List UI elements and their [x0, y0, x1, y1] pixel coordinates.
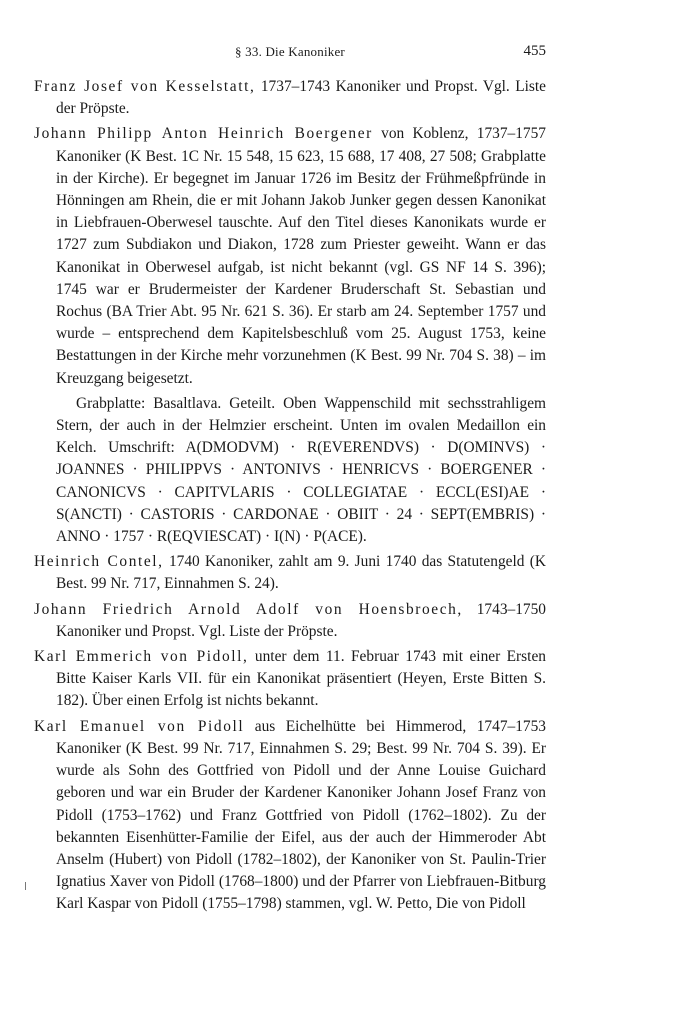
grabplatte-description: Grabplatte: Basaltlava. Geteilt. Oben Wappenschild mit sechsstrahligem Stern, der auch in der Helmzier erscheint. Unten im ovalen Medaillon ein Kelch. Umschrift: A(DMODVM) · R(EVERENDVS) · D(OMINVS) · JOANNES · PHILIPPVS · ANTONIVS · HENRICVS · BOERGENER · CANONICVS · CAPITVLARIS · COLLEGIATAE · ECCL(ESI)AE · S(ANCTI) · CASTORIS · CARDONAE · OBIIT · 24 · SEPT(EMBRIS) · ANNO · 1757 · R(EQVIESCAT) · I(N) · P(ACE).	[56, 394, 546, 546]
entry-name: Franz Josef von Kesselstatt,	[34, 78, 256, 95]
page-body	[34, 76, 546, 919]
entry-karl-emmerich-pidoll	[34, 646, 546, 713]
entry-hoensbroech	[34, 599, 546, 643]
entry-boergener	[34, 123, 546, 389]
margin-mark	[25, 882, 26, 890]
entry-contel	[34, 551, 546, 595]
page-number: 455	[523, 43, 546, 59]
entry-name: Johann Friedrich Arnold Adolf von Hoensbroech,	[34, 600, 463, 618]
page-header	[34, 44, 546, 64]
entry-kesselstatt	[34, 76, 546, 120]
running-head: § 33. Die Kanoniker	[235, 44, 345, 59]
entry-text: 1737–1743 Kanoniker und Propst. Vgl. Liste der Pröpste.	[56, 78, 546, 118]
entry-text: von Koblenz, 1737–1757 Kanoniker (K Best. 1C Nr. 15 548, 15 623, 15 688, 17 408, 27 508; Grabplatte in der Kirche). Er begegnet im Januar 1726 im Besitz der Frühmeßpfründe in Hönningen am Rhein, die er mit Johann Jakob Junker gegen dessen Kanonikat in Liebfrauen-Oberwesel tauschte. Auf den Titel dieses Kanonikats wurde er 1727 zum Subdiakon und Diakon, 1728 zum Priester geweiht. Wann er das Kanonikat in Oberwesel aufgab, ist nicht bekannt (vgl. GS NF 14 S. 396); 1745 war er Brudermeister der Kardener Bruderschaft St. Sebastian und Rochus (BA Trier Abt. 95 Nr. 621 S. 36). Er starb am 24. September 1757 und wurde – entsprechend dem Kapitelsbeschluß vom 25. August 1753, keine Bestattungen in der Kirche mehr vorzunehmen (K Best. 99 Nr. 704 S. 38) – im Kreuzgang beigesetzt.	[56, 125, 547, 387]
entry-name: Johann Philipp Anton Heinrich Boergener	[34, 125, 373, 143]
entry-name: Heinrich Contel,	[34, 553, 164, 571]
entry-name: Karl Emmerich von Pidoll,	[34, 648, 249, 666]
entry-text: unter dem 11. Februar 1743 mit einer Ersten Bitte Kaiser Karls VII. für ein Kanonikat präsentiert (Heyen, Erste Bitten S. 182). Über einen Erfolg ist nichts bekannt.	[56, 648, 546, 710]
entry-text: aus Eichelhütte bei Himmerod, 1747–1753 Kanoniker (K Best. 99 Nr. 717, Einnahmen S. 29; Best. 99 Nr. 704 S. 39). Er wurde als Sohn des Gottfried von Pidoll und der Anne Louise Guichard geboren und war ein Bruder der Kardener Kanoniker Johann Josef Franz von Pidoll (1753–1762) und Franz Gottfried von Pidoll (1762–1802). Zu der bekannten Eisenhütter-Familie der Eifel, aus der auch der Himmeroder Abt Anselm (Hubert) von Pidoll (1782–1802), der Kanoniker von St. Paulin-Trier Ignatius Xaver von Pidoll (1768–1800) und der Pfarrer von Liebfrauen-Bitburg Karl Kaspar von Pidoll (1755–1798) stammen, vgl. W. Petto, Die von Pidoll	[56, 717, 546, 913]
entry-karl-emanuel-pidoll	[34, 716, 546, 916]
entry-name: Karl Emanuel von Pidoll	[34, 717, 245, 735]
entry-text: 1743–1750 Kanoniker und Propst. Vgl. Liste der Pröpste.	[56, 600, 546, 640]
entry-text: 1740 Kanoniker, zahlt am 9. Juni 1740 das Statutengeld (K Best. 99 Nr. 717, Einnahmen S. 24).	[56, 553, 546, 593]
